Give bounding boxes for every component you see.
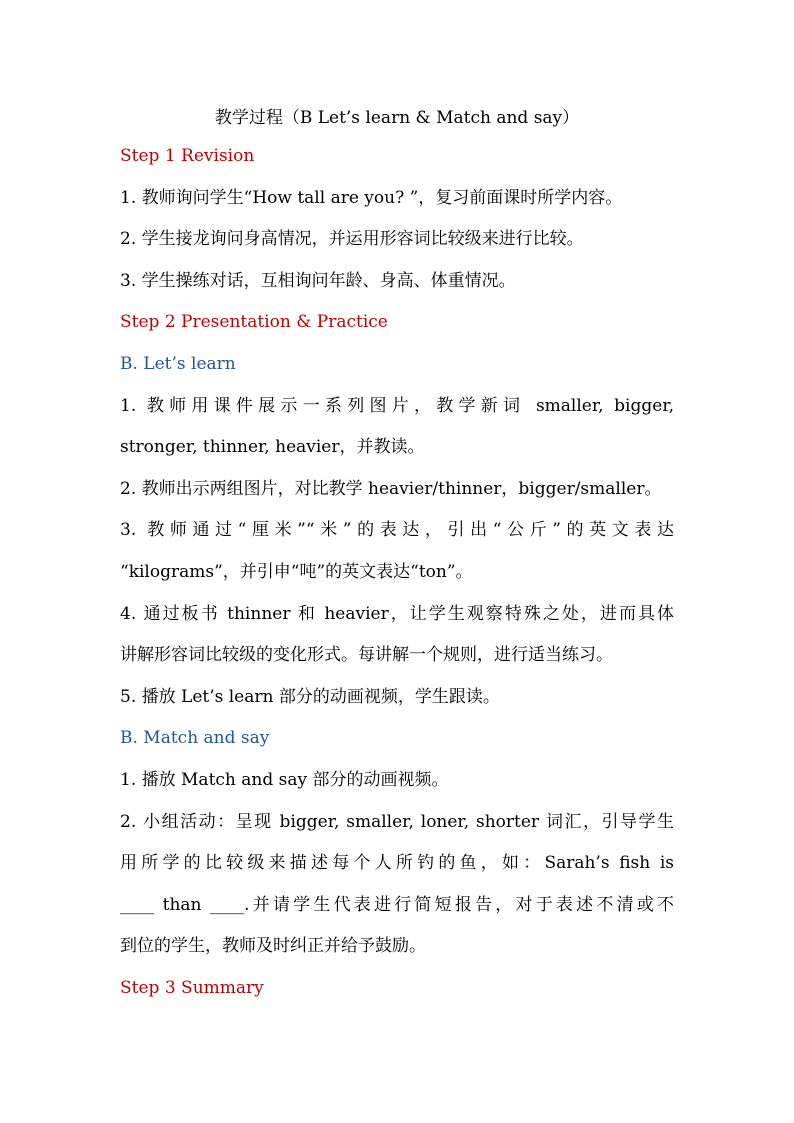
match-and-say-line-3: 用所学的比较级来描述每个人所钓的鱼，如：Sarah’s fish is (120, 853, 674, 874)
step1-item-2: 2. 学生接龙询问身高情况，并运用形容词比较级来进行比较。 (120, 229, 584, 250)
document-title: 教学过程（B Let’s learn & Match and say） (214, 108, 580, 128)
step3-heading: Step 3 Summary (120, 977, 264, 998)
lets-learn-line-5: “kilograms”，并引申“吨”的英文表达“ton”。 (120, 561, 473, 582)
lets-learn-line-6: 4. 通过板书 thinner 和 heavier，让学生观察特殊之处，进而具体 (120, 603, 674, 624)
step1-heading: Step 1 Revision (120, 146, 255, 166)
lets-learn-line-8: 5. 播放 Let’s learn 部分的动画视频，学生跟读。 (120, 686, 500, 707)
lets-learn-line-7: 讲解形容词比较级的变化形式。每讲解一个规则，进行适当练习。 (120, 645, 613, 666)
match-and-say-line-2: 2. 小组活动：呈现 bigger, smaller, loner, shorter 词汇，引导学生 (120, 811, 674, 832)
match-and-say-line-5: 到位的学生，教师及时纠正并给予鼓励。 (120, 936, 426, 957)
step1-item-1: 1. 教师询问学生“How tall are you? ”，复习前面课时所学内容。 (120, 187, 623, 208)
lets-learn-line-3: 2. 教师出示两组图片，对比教学 heavier/thinner，bigger/smaller。 (120, 478, 662, 499)
match-and-say-heading: B. Match and say (120, 728, 270, 749)
step2-heading: Step 2 Presentation & Practice (120, 312, 388, 333)
match-and-say-line-1: 1. 播放 Match and say 部分的动画视频。 (120, 769, 449, 790)
lets-learn-heading: B. Let’s learn (120, 353, 236, 374)
match-and-say-line-4: ____ than ____.并请学生代表进行简短报告，对于表述不清或不 (120, 894, 674, 915)
document-page (120, 100, 674, 1009)
lets-learn-line-2: stronger, thinner, heavier，并教读。 (120, 437, 425, 458)
lets-learn-line-4: 3. 教师通过“厘米”“米”的表达，引出“公斤”的英文表达 (120, 520, 674, 541)
step1-item-3: 3. 学生操练对话，互相询问年龄、身高、体重情况。 (120, 270, 516, 291)
lets-learn-line-1: 1. 教师用课件展示一系列图片，教学新词 smaller, bigger, (120, 395, 674, 416)
